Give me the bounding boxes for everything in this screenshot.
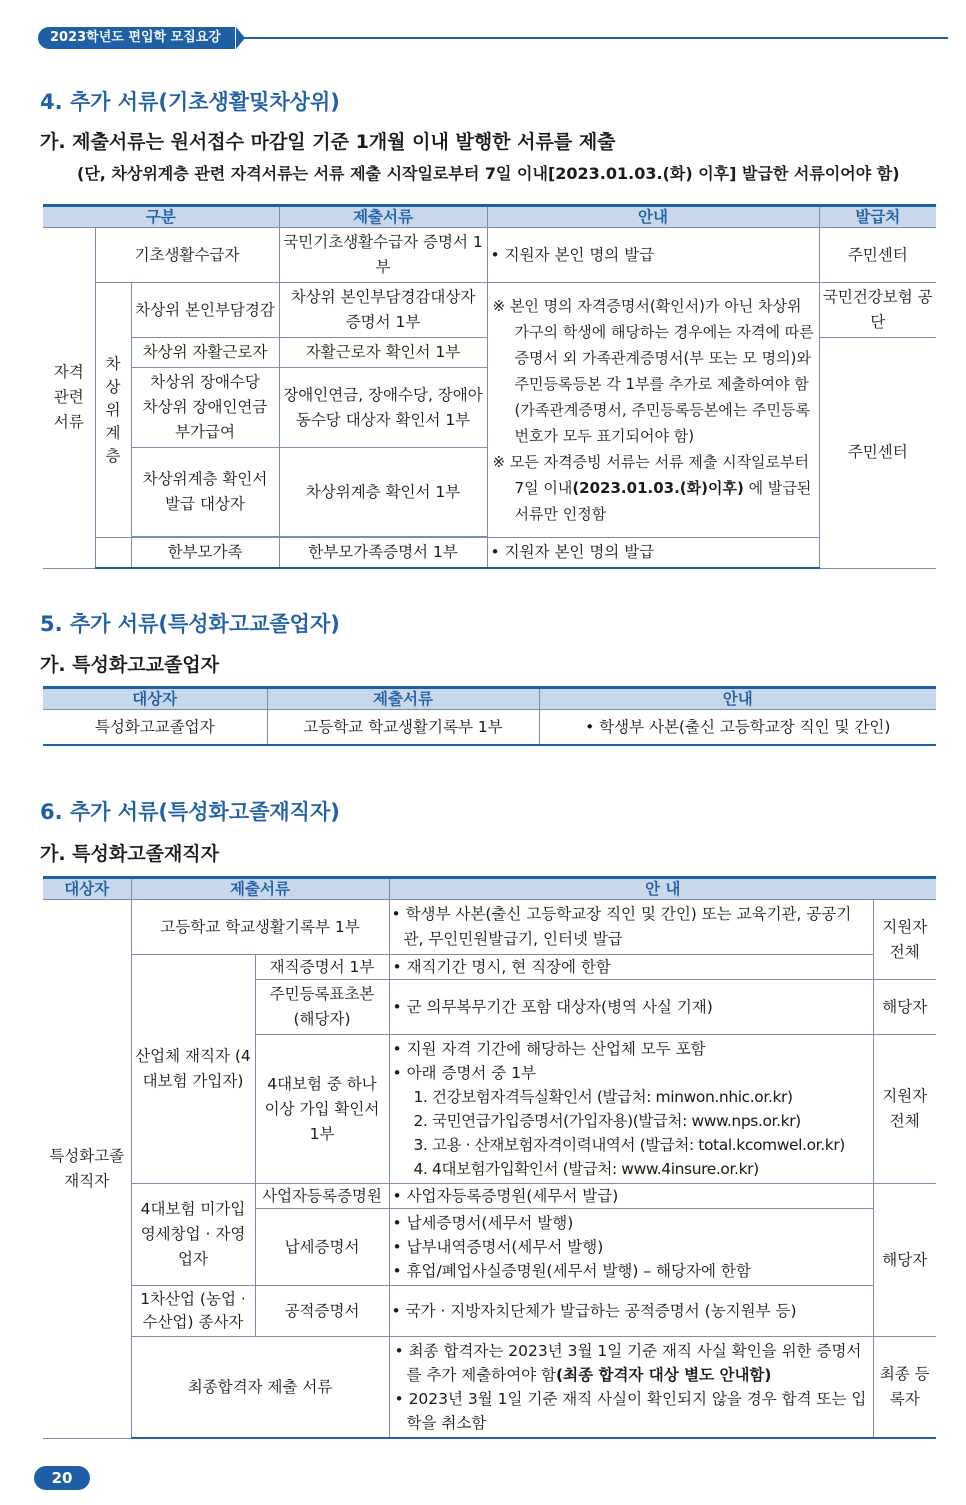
s6-r4-guide — [389, 1035, 873, 1184]
s6-r6-guide-2: • 납부내역증명서(세무서 발행) — [392, 1238, 604, 1256]
s4-header-documents: 제출서류 — [279, 206, 487, 228]
s6-r8-doc: 최종합격자 제출 서류 — [131, 1337, 389, 1439]
s6-r5-doc: 사업자등록증명원 — [255, 1184, 389, 1209]
s6-r4-guide-1: • 지원 자격 기간에 해당하는 산업체 모두 포함 — [392, 1040, 706, 1058]
s6-self-label: 4대보험 미가입 영세창업 · 자영업자 — [131, 1184, 255, 1286]
s5-header-documents: 제출서류 — [267, 688, 539, 710]
s4-header-issuer: 발급처 — [819, 206, 936, 228]
s6-r8-guide-2: • 2023년 3월 1일 기준 재직 사실이 확인되지 않을 경우 합격 또는 입학을 취소함 — [394, 1390, 867, 1432]
s4-note-2-a: ※ 모든 자격증빙 서류는 서류 제출 시작일로부터 7일 이내 — [492, 453, 810, 497]
s4-r3-type: 차상위 자활근로자 — [131, 338, 279, 368]
s4-note-2 — [491, 449, 816, 527]
s6-header-documents: 제출서류 — [131, 878, 389, 900]
s4-group-label: 자격 관련 서류 — [43, 228, 95, 569]
s4-r4-type-b: 차상위 장애인연금 부가급여 — [142, 398, 268, 441]
s6-r4-doc: 4대보험 중 하나 이상 가입 확인서 1부 — [255, 1035, 389, 1184]
s4-r2-issuer: 국민건강보험 공단 — [819, 283, 936, 338]
s6-target: 특성화고졸 재직자 — [43, 900, 131, 1439]
s6-r6-guide — [389, 1209, 873, 1286]
s6-r4-guide-2: • 아래 증명서 중 1부 — [392, 1064, 537, 1082]
s4-r5-issuer: 주민센터 — [819, 338, 936, 569]
s4-header-category: 구분 — [43, 206, 279, 228]
s4-r2-type: 차상위 본인부담경감 — [131, 283, 279, 338]
s4-note-1: ※ 본인 명의 자격증명서(확인서)가 아닌 차상위가구의 학생에 해당하는 경우에는 자격에 따른 증명서 외 가족관계증명서(부 또는 모 명의)와 주민등록등본 각 1부를 추가로 제출하여야 함(가족관계증명서, 주민등록등본에는 주민등록번호가 모두 표기되어야 함) — [492, 297, 814, 445]
s4-r6-doc: 한부모가족증명서 1부 — [279, 538, 487, 569]
s4-r1-doc: 국민기초생활수급자 증명서 1부 — [279, 228, 487, 283]
section4-subnote: (단, 차상위계층 관련 자격서류는 서류 제출 시작일로부터 7일 이내[2023.01.03.(화) 이후] 발급한 서류이어야 함) — [77, 164, 900, 183]
s4-subgroup-label: 차 상 위 계 층 — [95, 283, 131, 538]
s4-r1-issuer: 주민센터 — [819, 228, 936, 283]
s4-r6-type: 한부모가족 — [131, 538, 279, 569]
s6-r5-guide: • 사업자등록증명원(세무서 발급) — [389, 1184, 873, 1209]
s4-note-2-b: 에 발급된 서류만 인정함 — [514, 479, 812, 523]
s6-r6-doc: 납세증명서 — [255, 1209, 389, 1286]
s6-r8-guide-1-bold: (최종 합격자 대상 별도 안내함) — [556, 1366, 772, 1384]
s6-header-guide: 안 내 — [389, 878, 936, 900]
s6-r4-item: 2. 국민연급가입증명서(가입자용)(발급처: www.nps.or.kr) — [413, 1112, 801, 1130]
section6-title: 6. 추가 서류(특성화고졸재직자) — [40, 800, 340, 824]
section5-table — [43, 686, 936, 746]
s4-r5-type: 차상위계층 확인서 발급 대상자 — [131, 448, 279, 537]
section4-table — [43, 204, 936, 569]
s6-header-target: 대상자 — [43, 878, 131, 900]
s4-notes — [487, 283, 819, 538]
s6-r8-guide-1a: • 최종 합격자는 2023년 3월 1일 기준 재직 사실 확인을 위한 증명서를 추가 제출하여야 함 — [394, 1342, 862, 1384]
s6-r3-scope: 해당자 — [873, 980, 936, 1035]
header-rule — [238, 37, 948, 39]
s5-header-target: 대상자 — [43, 688, 267, 710]
s6-r8-guide-1 — [393, 1339, 870, 1387]
s5-doc: 고등학교 학교생활기록부 1부 — [267, 710, 539, 746]
s4-r4-type — [131, 368, 279, 448]
s6-r6-guide-3: • 휴업/폐업사실증명원(세무서 발행) – 해당자에 한함 — [392, 1262, 751, 1280]
s5-target: 특성화고교졸업자 — [43, 710, 267, 746]
s5-guide: • 학생부 사본(출신 고등학교장 직인 및 간인) — [539, 710, 936, 746]
s6-r3-doc: 주민등록표초본 (해당자) — [255, 980, 389, 1035]
s4-r3-doc: 자활근로자 확인서 1부 — [279, 338, 487, 368]
section4-subtitle: 가. 제출서류는 원서접수 마감일 기준 1개월 이내 발행한 서류를 제출 — [40, 131, 616, 153]
s5-header-guide: 안내 — [539, 688, 936, 710]
section6-subtitle: 가. 특성화고졸재직자 — [40, 843, 220, 865]
document-header-badge — [38, 27, 235, 49]
s6-r6-scope: 해당자 — [873, 1184, 936, 1337]
s4-r6-subgroup-cont — [95, 538, 131, 569]
section4-title: 4. 추가 서류(기초생활및차상위) — [40, 90, 340, 114]
document-header-title: 2023학년도 편입학 모집요강 — [50, 30, 221, 45]
s6-r4-scope: 지원자 전체 — [873, 1035, 936, 1184]
s6-r4-item: 4. 4대보험가입확인서 (발급처: www.4insure.or.kr) — [413, 1160, 759, 1178]
s6-r4-item: 3. 고용 · 산재보험자격이력내역서 (발급처: total.kcomwel.or.kr) — [413, 1136, 845, 1154]
section5-title: 5. 추가 서류(특성화고교졸업자) — [40, 612, 340, 636]
s4-r4-type-a: 차상위 장애수당 — [150, 373, 260, 391]
s6-r1-doc: 고등학교 학교생활기록부 1부 — [131, 900, 389, 955]
section6-table — [43, 876, 936, 1439]
s4-r5-doc: 차상위계층 확인서 1부 — [279, 448, 487, 537]
s4-r4-doc: 장애인연금, 장애수당, 장애아동수당 대상자 확인서 1부 — [279, 368, 487, 448]
s4-r1-type: 기초생활수급자 — [95, 228, 279, 283]
s6-r7-doc: 공적증명서 — [255, 1286, 389, 1337]
s6-r8-scope: 최종 등록자 — [873, 1337, 936, 1439]
s6-farm-label: 1차산업 (농업 · 수산업) 종사자 — [131, 1286, 255, 1337]
s6-r1-scope: 지원자 전체 — [873, 900, 936, 980]
s6-r2-guide: • 재직기간 명시, 현 직장에 한함 — [389, 955, 873, 980]
s4-header-guide: 안내 — [487, 206, 819, 228]
s4-note-2-bold: (2023.01.03.(화)이후) — [572, 479, 744, 497]
s4-r6-guide: • 지원자 본인 명의 발급 — [487, 538, 819, 569]
s6-r4-item: 1. 건강보험자격득실확인서 (발급처: minwon.nhic.or.kr) — [413, 1088, 793, 1106]
s4-r2-doc: 차상위 본인부담경감대상자 증명서 1부 — [279, 283, 487, 338]
s6-r2-doc: 재직증명서 1부 — [255, 955, 389, 980]
s6-r7-guide: • 국가 · 지방자치단체가 발급하는 공적증명서 (농지원부 등) — [389, 1286, 873, 1337]
s6-r3-guide: • 군 의무복무기간 포함 대상자(병역 사실 기재) — [389, 980, 873, 1035]
s4-r1-guide: • 지원자 본인 명의 발급 — [487, 228, 819, 283]
s6-r6-guide-1: • 납세증명서(세무서 발행) — [392, 1214, 574, 1232]
s6-r8-guide — [389, 1337, 873, 1439]
page-number: 20 — [34, 1466, 90, 1490]
s6-r1-guide: • 학생부 사본(출신 고등학교장 직인 및 간인) 또는 교육기관, 공공기관, 무인민원발급기, 인터넷 발급 — [389, 900, 873, 955]
section5-subtitle: 가. 특성화고교졸업자 — [40, 654, 220, 676]
s6-industry-label: 산업체 재직자 (4대보험 가입자) — [131, 955, 255, 1184]
